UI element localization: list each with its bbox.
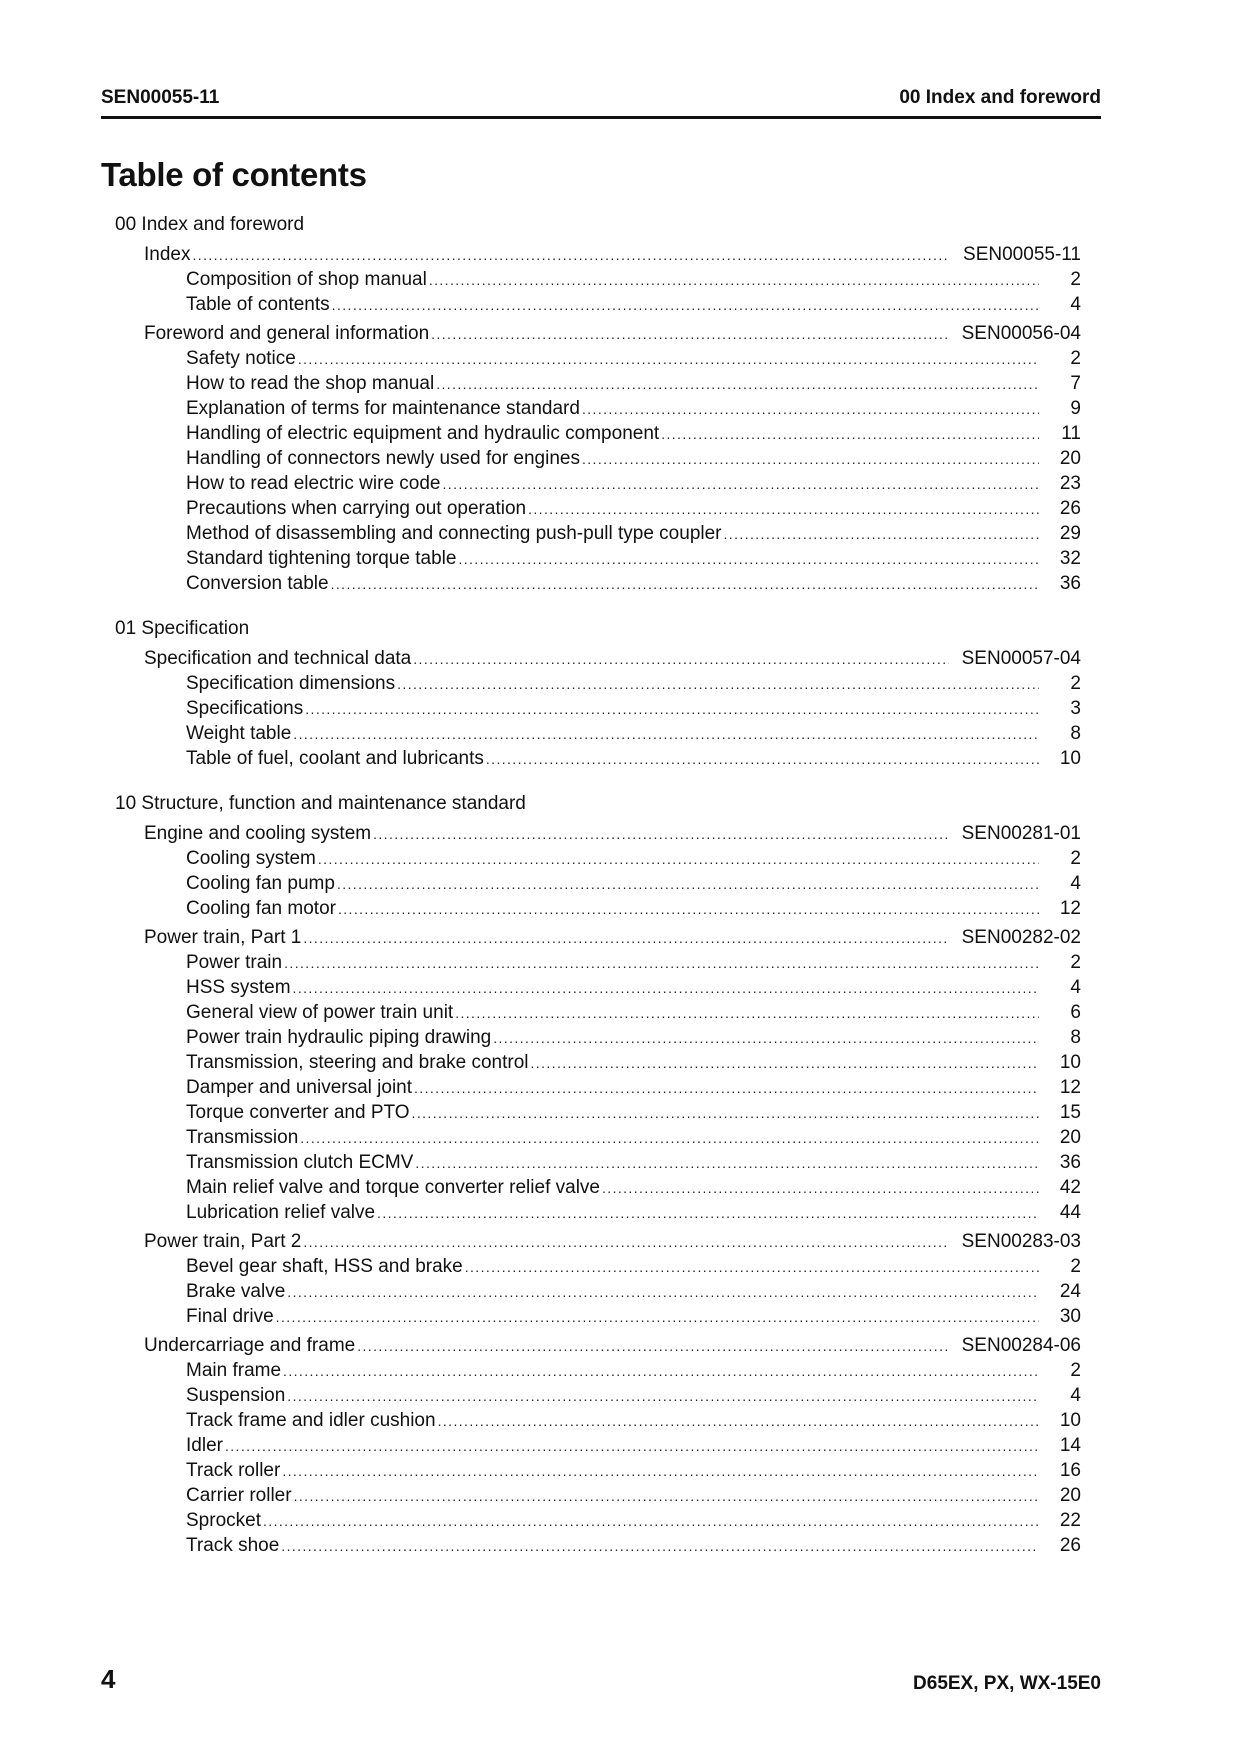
entry-page: SEN00055-11 bbox=[963, 244, 1081, 265]
entry-page: SEN00282-02 bbox=[961, 927, 1081, 948]
dot-leader bbox=[531, 1051, 1039, 1076]
toc-entry[interactable] bbox=[101, 1200, 1081, 1225]
toc-entry[interactable] bbox=[101, 1279, 1081, 1304]
dot-leader bbox=[413, 647, 949, 672]
entry-label: How to read electric wire code bbox=[186, 473, 441, 494]
table-of-contents bbox=[101, 212, 1081, 1578]
dot-leader bbox=[305, 697, 1039, 722]
entry-label: How to read the shop manual bbox=[186, 373, 435, 394]
entry-page: 2 bbox=[1070, 1360, 1081, 1381]
toc-entry[interactable] bbox=[101, 421, 1081, 446]
entry-page: 42 bbox=[1059, 1177, 1081, 1198]
page-header bbox=[101, 83, 1101, 109]
toc-entry[interactable] bbox=[101, 1483, 1081, 1508]
toc-entry[interactable] bbox=[101, 1433, 1081, 1458]
entry-page: 26 bbox=[1059, 498, 1081, 519]
entry-label: Final drive bbox=[186, 1306, 274, 1327]
toc-entry[interactable] bbox=[101, 1304, 1081, 1329]
entry-label: Weight table bbox=[186, 723, 292, 744]
toc-entry[interactable] bbox=[101, 1175, 1081, 1200]
dot-leader bbox=[443, 472, 1040, 497]
toc-entry[interactable] bbox=[101, 471, 1081, 496]
dot-leader bbox=[276, 1305, 1039, 1330]
dot-leader bbox=[582, 447, 1039, 472]
toc-group bbox=[101, 1333, 1081, 1558]
toc-section bbox=[101, 791, 1081, 1558]
entry-page: 6 bbox=[1070, 1002, 1081, 1023]
dot-leader bbox=[293, 722, 1039, 747]
page-title: Table of contents bbox=[101, 156, 367, 193]
section-title: 10 Structure, function and maintenance standard bbox=[115, 793, 526, 814]
dot-leader bbox=[294, 1484, 1039, 1509]
toc-group bbox=[101, 321, 1081, 596]
entry-label: Torque converter and PTO bbox=[186, 1102, 410, 1123]
toc-entry[interactable] bbox=[101, 1458, 1081, 1483]
entry-label: Engine and cooling system bbox=[144, 823, 372, 844]
toc-entry[interactable] bbox=[101, 1050, 1081, 1075]
toc-entry[interactable] bbox=[101, 1508, 1081, 1533]
dot-leader bbox=[415, 1151, 1039, 1176]
toc-entry[interactable] bbox=[101, 696, 1081, 721]
toc-entry[interactable] bbox=[101, 546, 1081, 571]
dot-leader bbox=[724, 522, 1040, 547]
dot-leader bbox=[332, 293, 1039, 318]
dot-leader bbox=[298, 347, 1039, 372]
dot-leader bbox=[287, 1384, 1039, 1409]
entry-page: 24 bbox=[1059, 1281, 1081, 1302]
entry-label: Lubrication relief valve bbox=[186, 1202, 376, 1223]
entry-label: Undercarriage and frame bbox=[144, 1335, 356, 1356]
entry-page: 10 bbox=[1059, 1410, 1081, 1431]
dot-leader bbox=[661, 422, 1039, 447]
entry-page: 2 bbox=[1070, 348, 1081, 369]
entry-label: Handling of electric equipment and hydraulic component bbox=[186, 423, 660, 444]
dot-leader bbox=[284, 951, 1039, 976]
entry-page: SEN00281-01 bbox=[961, 823, 1081, 844]
entry-label: Method of disassembling and connecting push-pull type coupler bbox=[186, 523, 722, 544]
entry-label: Main relief valve and torque converter relief valve bbox=[186, 1177, 600, 1198]
entry-label: Damper and universal joint bbox=[186, 1077, 413, 1098]
entry-label: Sprocket bbox=[186, 1510, 261, 1531]
toc-entry[interactable] bbox=[101, 1025, 1081, 1050]
entry-label: Cooling fan pump bbox=[186, 873, 335, 894]
entry-page: 14 bbox=[1059, 1435, 1081, 1456]
dot-leader bbox=[263, 1509, 1039, 1534]
dot-leader bbox=[493, 1026, 1039, 1051]
dot-leader bbox=[486, 747, 1039, 772]
entry-label: Safety notice bbox=[186, 348, 296, 369]
entry-page: 4 bbox=[1070, 1385, 1081, 1406]
document-code: SEN00055-11 bbox=[101, 87, 220, 108]
toc-chapter-entry[interactable] bbox=[101, 925, 1081, 950]
toc-entry[interactable] bbox=[101, 950, 1081, 975]
entry-label: Index bbox=[144, 244, 191, 265]
dot-leader bbox=[377, 1201, 1039, 1226]
entry-page: 20 bbox=[1059, 1127, 1081, 1148]
toc-entry[interactable] bbox=[101, 746, 1081, 771]
toc-section bbox=[101, 212, 1081, 596]
toc-entry[interactable] bbox=[101, 871, 1081, 896]
entry-label: Specification and technical data bbox=[144, 648, 412, 669]
toc-entry[interactable] bbox=[101, 721, 1081, 746]
entry-page: 3 bbox=[1070, 698, 1081, 719]
dot-leader bbox=[373, 822, 949, 847]
toc-chapter-entry[interactable] bbox=[101, 646, 1081, 671]
toc-entry[interactable] bbox=[101, 1150, 1081, 1175]
dot-leader bbox=[303, 1230, 949, 1255]
entry-label: Transmission clutch ECMV bbox=[186, 1152, 414, 1173]
toc-entry[interactable] bbox=[101, 671, 1081, 696]
dot-leader bbox=[338, 897, 1039, 922]
dot-leader bbox=[331, 572, 1039, 597]
dot-leader bbox=[412, 1101, 1039, 1126]
dot-leader bbox=[303, 926, 949, 951]
entry-label: Cooling system bbox=[186, 848, 316, 869]
toc-entry[interactable] bbox=[101, 1254, 1081, 1279]
entry-page: 8 bbox=[1070, 1027, 1081, 1048]
toc-chapter-entry[interactable] bbox=[101, 1229, 1081, 1254]
entry-label: Carrier roller bbox=[186, 1485, 292, 1506]
entry-page: SEN00056-04 bbox=[961, 323, 1081, 344]
toc-entry[interactable] bbox=[101, 1075, 1081, 1100]
entry-page: 4 bbox=[1070, 873, 1081, 894]
header-divider bbox=[101, 116, 1101, 119]
entry-label: Specification dimensions bbox=[186, 673, 396, 694]
toc-group bbox=[101, 242, 1081, 317]
page-number: 4 bbox=[101, 1664, 116, 1694]
dot-leader bbox=[397, 672, 1039, 697]
entry-page: 30 bbox=[1059, 1306, 1081, 1327]
entry-label: Power train hydraulic piping drawing bbox=[186, 1027, 492, 1048]
toc-entry[interactable] bbox=[101, 346, 1081, 371]
entry-label: Power train, Part 1 bbox=[144, 927, 302, 948]
entry-label: Cooling fan motor bbox=[186, 898, 336, 919]
entry-page: 32 bbox=[1059, 548, 1081, 569]
toc-entry[interactable] bbox=[101, 496, 1081, 521]
dot-leader bbox=[283, 1359, 1039, 1384]
entry-page: 44 bbox=[1059, 1202, 1081, 1223]
toc-entry[interactable] bbox=[101, 1533, 1081, 1558]
entry-page: 2 bbox=[1070, 673, 1081, 694]
toc-group bbox=[101, 821, 1081, 921]
entry-label: Idler bbox=[186, 1435, 223, 1456]
chapter-title: 00 Index and foreword bbox=[899, 87, 1101, 108]
dot-leader bbox=[282, 1459, 1039, 1484]
toc-entry[interactable] bbox=[101, 1408, 1081, 1433]
entry-label: Transmission bbox=[186, 1127, 299, 1148]
entry-page: 2 bbox=[1070, 1256, 1081, 1277]
toc-entry[interactable] bbox=[101, 896, 1081, 921]
dot-leader bbox=[192, 243, 949, 268]
toc-entry[interactable] bbox=[101, 267, 1081, 292]
toc-entry[interactable] bbox=[101, 975, 1081, 1000]
entry-label: Precautions when carrying out operation bbox=[186, 498, 527, 519]
entry-label: Track frame and idler cushion bbox=[186, 1410, 436, 1431]
toc-entry[interactable] bbox=[101, 396, 1081, 421]
section-title: 00 Index and foreword bbox=[115, 214, 305, 235]
toc-chapter-entry[interactable] bbox=[101, 821, 1081, 846]
entry-page: SEN00057-04 bbox=[961, 648, 1081, 669]
entry-page: SEN00284-06 bbox=[961, 1335, 1081, 1356]
dot-leader bbox=[582, 397, 1039, 422]
entry-page: 26 bbox=[1059, 1535, 1081, 1556]
entry-page: SEN00283-03 bbox=[961, 1231, 1081, 1252]
toc-chapter-entry[interactable] bbox=[101, 242, 1081, 267]
dot-leader bbox=[429, 268, 1039, 293]
entry-label: Foreword and general information bbox=[144, 323, 430, 344]
dot-leader bbox=[293, 976, 1039, 1001]
entry-label: Specifications bbox=[186, 698, 304, 719]
dot-leader bbox=[436, 372, 1039, 397]
entry-page: 36 bbox=[1059, 573, 1081, 594]
model-code: D65EX, PX, WX-15E0 bbox=[913, 1673, 1101, 1694]
toc-chapter-entry[interactable] bbox=[101, 1333, 1081, 1358]
dot-leader bbox=[337, 872, 1039, 897]
dot-leader bbox=[458, 547, 1039, 572]
entry-label: Table of fuel, coolant and lubricants bbox=[186, 748, 484, 769]
dot-leader bbox=[438, 1409, 1039, 1434]
entry-label: Brake valve bbox=[186, 1281, 286, 1302]
entry-page: 29 bbox=[1059, 523, 1081, 544]
dot-leader bbox=[414, 1076, 1039, 1101]
entry-page: 12 bbox=[1059, 898, 1081, 919]
entry-page: 36 bbox=[1059, 1152, 1081, 1173]
dot-leader bbox=[528, 497, 1039, 522]
entry-page: 20 bbox=[1059, 1485, 1081, 1506]
entry-label: Composition of shop manual bbox=[186, 269, 427, 290]
toc-entry[interactable] bbox=[101, 371, 1081, 396]
entry-page: 8 bbox=[1070, 723, 1081, 744]
entry-page: 20 bbox=[1059, 448, 1081, 469]
toc-entry[interactable] bbox=[101, 846, 1081, 871]
entry-label: Conversion table bbox=[186, 573, 329, 594]
dot-leader bbox=[300, 1126, 1039, 1151]
entry-page: 16 bbox=[1059, 1460, 1081, 1481]
entry-page: 12 bbox=[1059, 1077, 1081, 1098]
dot-leader bbox=[287, 1280, 1039, 1305]
entry-label: Handling of connectors newly used for engines bbox=[186, 448, 580, 469]
entry-label: Standard tightening torque table bbox=[186, 548, 457, 569]
toc-group bbox=[101, 925, 1081, 1225]
entry-label: Power train, Part 2 bbox=[144, 1231, 302, 1252]
entry-page: 23 bbox=[1059, 473, 1081, 494]
dot-leader bbox=[281, 1534, 1039, 1559]
entry-label: HSS system bbox=[186, 977, 291, 998]
toc-entry[interactable] bbox=[101, 1125, 1081, 1150]
entry-page: 10 bbox=[1059, 748, 1081, 769]
entry-page: 2 bbox=[1070, 952, 1081, 973]
entry-page: 11 bbox=[1061, 423, 1081, 444]
toc-entry[interactable] bbox=[101, 1000, 1081, 1025]
entry-label: Main frame bbox=[186, 1360, 282, 1381]
dot-leader bbox=[225, 1434, 1039, 1459]
dot-leader bbox=[465, 1255, 1039, 1280]
toc-entry[interactable] bbox=[101, 1383, 1081, 1408]
entry-label: Suspension bbox=[186, 1385, 286, 1406]
toc-entry[interactable] bbox=[101, 292, 1081, 317]
dot-leader bbox=[318, 847, 1039, 872]
entry-page: 15 bbox=[1059, 1102, 1081, 1123]
entry-label: Track roller bbox=[186, 1460, 281, 1481]
toc-section bbox=[101, 616, 1081, 771]
entry-page: 9 bbox=[1070, 398, 1081, 419]
toc-group bbox=[101, 646, 1081, 771]
toc-entry[interactable] bbox=[101, 446, 1081, 471]
entry-label: Transmission, steering and brake control bbox=[186, 1052, 529, 1073]
toc-entry[interactable] bbox=[101, 1100, 1081, 1125]
dot-leader bbox=[357, 1334, 949, 1359]
toc-group bbox=[101, 1229, 1081, 1329]
entry-label: Power train bbox=[186, 952, 283, 973]
dot-leader bbox=[602, 1176, 1039, 1201]
entry-label: Bevel gear shaft, HSS and brake bbox=[186, 1256, 463, 1277]
page-footer bbox=[101, 1664, 1101, 1695]
toc-entry[interactable] bbox=[101, 521, 1081, 546]
toc-entry[interactable] bbox=[101, 1358, 1081, 1383]
entry-label: General view of power train unit bbox=[186, 1002, 454, 1023]
toc-chapter-entry[interactable] bbox=[101, 321, 1081, 346]
entry-page: 2 bbox=[1070, 269, 1081, 290]
toc-entry[interactable] bbox=[101, 571, 1081, 596]
dot-leader bbox=[455, 1001, 1039, 1026]
entry-page: 4 bbox=[1070, 977, 1081, 998]
entry-label: Explanation of terms for maintenance standard bbox=[186, 398, 580, 419]
entry-page: 22 bbox=[1059, 1510, 1081, 1531]
entry-label: Table of contents bbox=[186, 294, 330, 315]
section-title: 01 Specification bbox=[115, 618, 250, 639]
entry-page: 2 bbox=[1070, 848, 1081, 869]
entry-page: 10 bbox=[1059, 1052, 1081, 1073]
entry-page: 7 bbox=[1070, 373, 1081, 394]
entry-page: 4 bbox=[1070, 294, 1081, 315]
entry-label: Track shoe bbox=[186, 1535, 280, 1556]
dot-leader bbox=[431, 322, 949, 347]
